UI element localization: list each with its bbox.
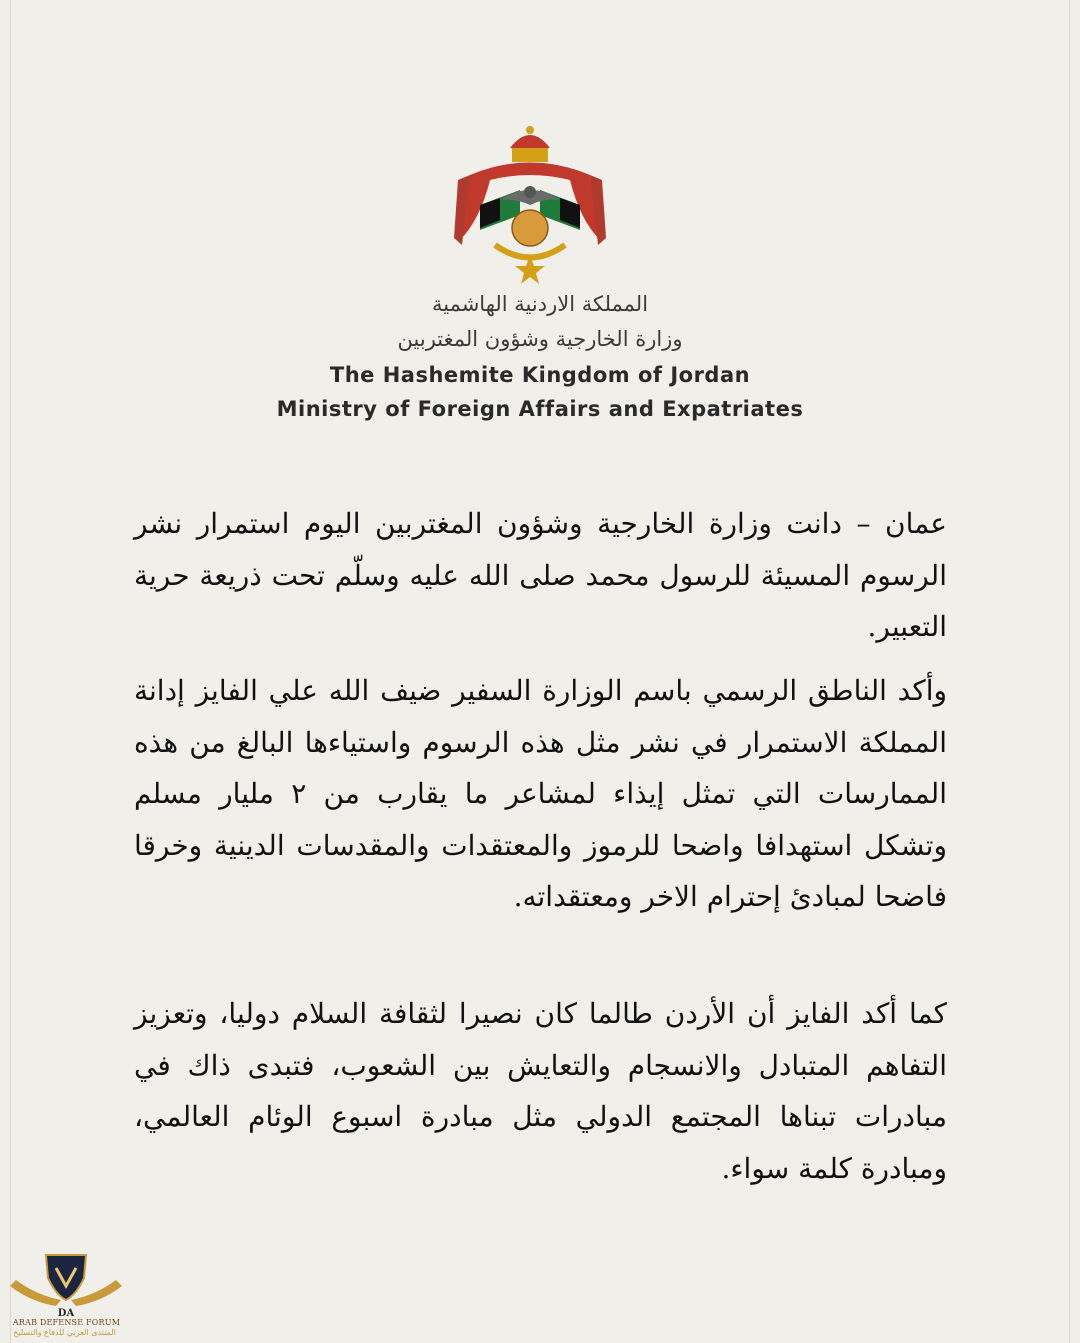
header-arabic-ministry: وزارة الخارجية وشؤون المغتربين [397, 327, 683, 351]
header-english-kingdom: The Hashemite Kingdom of Jordan [329, 363, 751, 387]
jordan-coat-of-arms-icon [450, 120, 610, 290]
svg-text:DA: DA [57, 1308, 75, 1319]
watermark-english: ARAB DEFENSE FORUM [12, 1318, 121, 1327]
statement-paragraph-3: كما أكد الفايز أن الأردن طالما كان نصيرا لثقافة السلام دوليا، وتعزيز التفاهم المتبادل والانسجام والتعايش بين الشعوب، فتبدى ذاك في مبادرات تبناها المجتمع الدولي مثل مبادرة اسبوع الوئام العالمي، ومبادرة كلمة سواء. [134, 997, 947, 1185]
statement-paragraph-2: وأكد الناطق الرسمي باسم الوزارة السفير ضيف الله علي الفايز إدانة المملكة الاستمرار في نشر مثل هذه الرسوم واستياءها البالغ من هذه الممارسات التي تمثل إيذاء لمشاعر ما يقارب من ٢ مليار مسلم وتشكل استهدافا واضحا للرموز والمعتقدات والمقدسات الدينية وخرقا فاضحا لمبادئ إحترام الاخر ومعتقداته. [134, 674, 947, 913]
header-arabic-kingdom: المملكة الاردنية الهاشمية [431, 292, 649, 316]
watermark-arabic: المنتدى العربي للدفاع والتسليح [13, 1328, 116, 1337]
statement-paragraph-1: عمان – دانت وزارة الخارجية وشؤون المغتربين اليوم استمرار نشر الرسوم المسيئة للرسول محمد صلى الله عليه وسلّم تحت ذريعة حرية التعبير. [134, 507, 947, 643]
header-english-ministry: Ministry of Foreign Affairs and Expatriates [276, 397, 804, 421]
